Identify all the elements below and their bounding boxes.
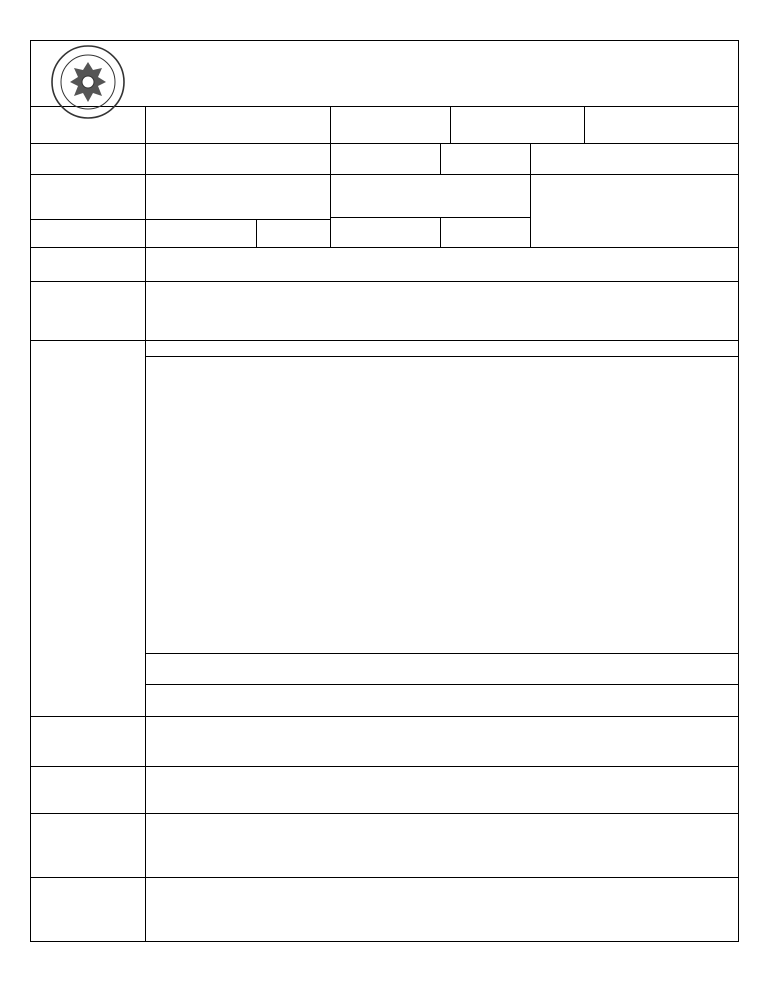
row-line (30, 174, 739, 175)
row-line (30, 281, 739, 282)
label-column-divider (145, 106, 146, 942)
row-line (145, 653, 739, 654)
frame-bottom (30, 941, 739, 942)
cell-divider (530, 143, 531, 247)
row-line (145, 356, 739, 357)
row-line (30, 813, 739, 814)
row-line (30, 766, 739, 767)
row-line (145, 684, 739, 685)
cell-divider (584, 106, 585, 143)
row-line (30, 877, 739, 878)
university-seal-icon (50, 44, 126, 120)
frame-left (30, 40, 31, 942)
row-line (30, 716, 739, 717)
row-line (30, 340, 739, 341)
cell-divider (256, 219, 257, 247)
row-line (330, 217, 530, 218)
row-line (30, 143, 739, 144)
row-line (30, 106, 739, 107)
row-line (30, 247, 739, 248)
frame-top (30, 40, 739, 41)
row-line (30, 219, 330, 220)
frame-right (738, 40, 739, 942)
cell-divider (440, 143, 441, 174)
cell-divider (440, 217, 441, 247)
cell-divider (330, 106, 331, 247)
cell-divider (450, 106, 451, 143)
